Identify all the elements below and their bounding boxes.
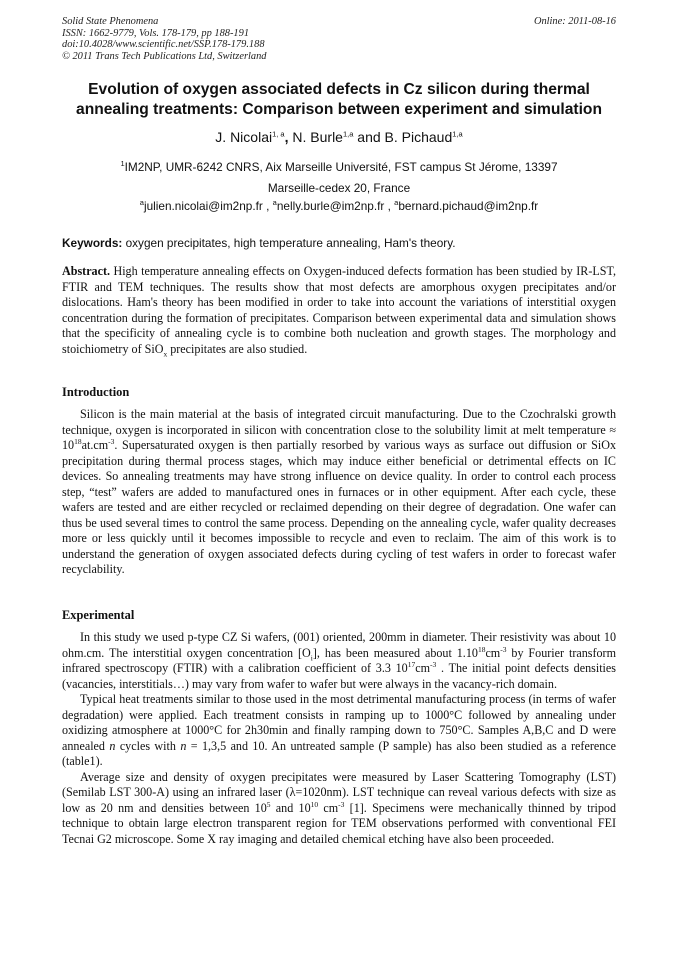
keywords-label: Keywords: [62, 236, 123, 250]
keywords [62, 236, 616, 250]
exp-italic: n [109, 738, 116, 753]
experimental-body [62, 630, 616, 847]
introduction-heading: Introduction [62, 385, 130, 399]
abstract [62, 264, 616, 357]
exp-sup: 17 [407, 659, 416, 669]
doi-line: doi:10.4028/www.scientific.net/SSP.178-179.188 [62, 39, 265, 51]
exp-italic: n [180, 738, 187, 753]
author-list [62, 129, 616, 145]
intro-text: Silicon is the main material at the basis of integrated circuit manufacturing. Due to the Czochralski growth technique, oxygen is incorporated in silicon with concentration close to the solubility limit at melt temperature ≈ 10 [62, 407, 616, 452]
author-affil-sup: 1,a [452, 129, 463, 139]
author-name: B. Pichaud [384, 129, 453, 145]
intro-text: . Supersaturated oxygen is then partially resorbed by various ways as surface out diffusion or SiOx precipitation during thermal process stages, which may induce either beneficial or detrimental effects on IC devices. So annealing treatments may have strong influence on device quality. In order to control each process step, “test” wafers are added to manufactured ones in furnaces or in other equipment. After each cycle, these wafers are tested and are either recycled or reclaimed depending on their degree of degradation. One wafer can thus be used several times to control the same process. Depending on the annealing cycle, wafer quality decreases more or less quickly until it becomes impossible to recycle and even to reclaim. The aim of this work is to understand the generation of oxygen associated defects during cycling of test wafers in order to forecast wafer recyclability. [62, 438, 616, 576]
exp-sup: 10 [310, 799, 319, 809]
abstract-text: High temperature annealing effects on Oxygen-induced defects formation has been studied by IR-LST, FTIR and TEM techniques. The results show that most defects are amorphous oxygen precipitates and/or dislocations. Ham's theory has been modified in order to take into account the variations of interstitial oxygen concentration during the formation of precipitates. Comparison between experimental data and simulation shows that the specificity of annealing cycle is to combine both nucleation and growth stages. The morphology and stoichiometry of SiO [62, 264, 616, 356]
abstract-label: Abstract. [62, 264, 111, 278]
experimental-heading: Experimental [62, 608, 135, 622]
online-date: Online: 2011-08-16 [533, 16, 616, 27]
email-sup: a [394, 198, 399, 208]
affiliation [62, 157, 616, 199]
exp-sup: -3 [500, 644, 507, 654]
email-sup: a [139, 198, 144, 208]
affil-line-2: Marseille-cedex 20, France [267, 181, 411, 195]
abstract-sub: x [163, 348, 168, 358]
author-conjunction: and [353, 129, 385, 145]
exp-text: In this study we used p-type CZ Si wafers, (001) oriented, 200mm in diameter. Their resistivity was about 10 ohm.cm. The interstitial oxygen concentration [O [62, 630, 616, 660]
keywords-text: oxygen precipitates, high temperature annealing, Ham's theory. [122, 236, 456, 250]
exp-text: Average size and density of oxygen precipitates were measured by Laser Scattering Tomography (LST) (Semilab LST 300-A) using an infrared laser (λ=1020nm). LST technique can reveal various defects with size as low as 20 nm and densities between 10 [62, 769, 616, 815]
exp-text: [1]. Specimens were mechanically thinned by tripod technique to obtain large electron transparent region for TEM observations performed with conventional FEI Tecnai G2 microscope. Some X ray imaging and detailed chemical etching have also been proceeded. [62, 800, 617, 846]
author-name: N. Burle [288, 129, 343, 145]
affil-line-1: IM2NP, UMR-6242 CNRS, Aix Marseille Université, FST campus St Jérome, 13397 [124, 160, 558, 174]
email-link[interactable]: nelly.burle@im2np.fr , [276, 199, 395, 213]
exp-text: by Fourier transform infrared spectroscopy (FTIR) with a calibration coefficient of 3.3 10 [62, 645, 616, 675]
intro-sup: 18 [74, 436, 82, 446]
issn-line: ISSN: 1662-9779, Vols. 178-179, pp 188-191 [62, 27, 250, 39]
exp-sub: i [310, 652, 313, 662]
copyright-line: © 2011 Trans Tech Publications Ltd, Switzerland [62, 50, 267, 62]
exp-text: cm [318, 800, 339, 815]
exp-text: . The initial point defects densities (vacancies, interstitials…) may vary from wafer to wafer but were always in the vacancy-rich domain. [62, 661, 616, 691]
author-affil-sup: 1,a [342, 129, 354, 139]
exp-sup: 18 [477, 644, 486, 654]
author-separator: , [284, 129, 289, 145]
exp-sup: -3 [338, 799, 345, 809]
author-name: J. Nicolai [215, 129, 273, 145]
email-link[interactable]: bernard.pichaud@im2np.fr [398, 199, 539, 213]
title-line-1: Evolution of oxygen associated defects in Cz silicon during thermal [88, 81, 590, 98]
exp-text: and 10 [270, 800, 311, 815]
paper-title [62, 80, 616, 120]
author-affil-sup: 1, a [272, 129, 285, 139]
exp-text: = 1,3,5 and 10. An untreated sample (P sample) has also been studied as a reference (table1). [62, 738, 616, 768]
journal-name: Solid State Phenomena [62, 16, 159, 27]
journal-header [62, 16, 266, 62]
intro-text: at.cm [81, 438, 109, 452]
exp-text: Typical heat treatments similar to those used in the most detrimental manufacturing process (in terms of wafer degradation) were applied. Each treatment consists in ramping up to 1000°C followed by annealing under oxidizing atmosphere at 1000°C for 2h30min and finally ramping down to 750°C. Samples A,B,C and D were annealed [62, 692, 616, 753]
exp-sup: -3 [430, 659, 437, 669]
email-sup: a [272, 198, 277, 208]
introduction-body [62, 407, 616, 578]
exp-text: ], has been measured about 1.10 [312, 645, 478, 660]
affil-sup: 1 [120, 159, 125, 169]
title-line-2: annealing treatments: Comparison between experiment and simulation [76, 101, 602, 118]
author-emails [62, 199, 616, 213]
email-link[interactable]: julien.nicolai@im2np.fr , [143, 199, 273, 213]
abstract-text: precipitates are also studied. [167, 341, 308, 356]
exp-sup: 5 [266, 799, 271, 809]
exp-text: cm [415, 661, 431, 675]
exp-text: cycles with [115, 738, 181, 753]
exp-text: cm [485, 645, 501, 660]
intro-sup: -3 [108, 436, 115, 446]
